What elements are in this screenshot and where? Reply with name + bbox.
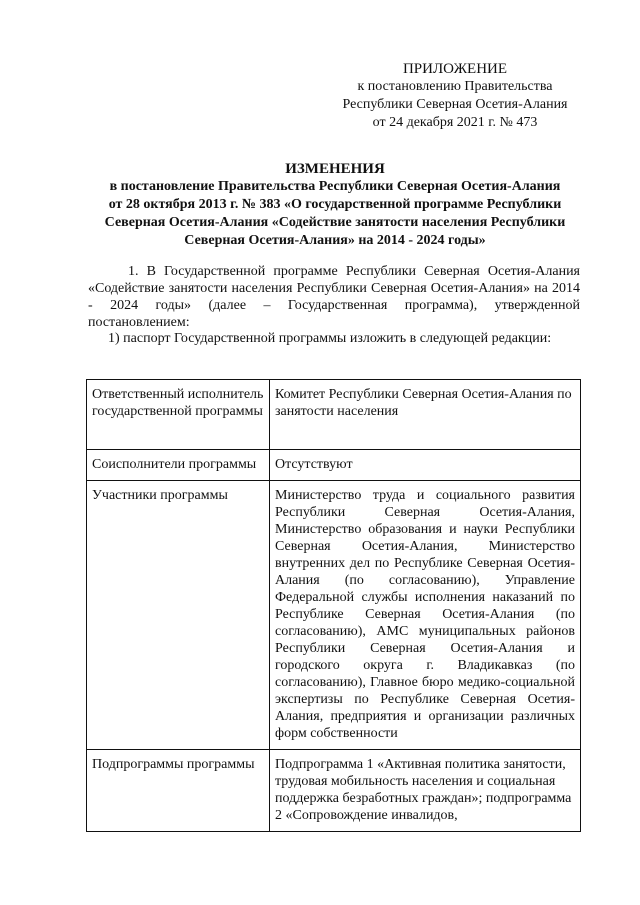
appendix-line: Республики Северная Осетия-Алания — [342, 97, 568, 112]
title-line: от 28 октября 2013 г. № 383 «О государственной программе Республики — [108, 197, 562, 212]
row-label: Участники программы — [87, 481, 270, 750]
row-value: Комитет Республики Северная Осетия-Алания по занятости населения — [270, 380, 581, 450]
appendix-line: от 24 декабря 2021 г. № 473 — [372, 115, 538, 130]
paragraph-1: 1. В Государственной программе Республики Северная Осетия-Алания «Содействие занятости населения Республики Северная Осетия-Алания» на 2014 - 2024 годы» (далее – Государственная программа), утвержденной постановлением: — [88, 264, 580, 330]
appendix-heading: ПРИЛОЖЕНИЕ — [402, 61, 508, 77]
appendix-line: к постановлению Правительства — [357, 79, 553, 94]
row-label: Соисполнители программы — [87, 450, 270, 481]
row-value: Отсутствуют — [270, 450, 581, 481]
table-row — [87, 481, 581, 750]
appendix-header — [330, 60, 580, 132]
row-label: Подпрограммы программы — [87, 750, 270, 832]
title-main: ИЗМЕНЕНИЯ — [285, 161, 385, 177]
paragraph-2: 1) паспорт Государственной программы изложить в следующей редакции: — [108, 331, 552, 346]
title-line: Северная Осетия-Алания» на 2014 - 2024 годы» — [184, 233, 486, 248]
row-value: Министерство труда и социального развития Республики Северная Осетия-Алания, Министерство образования и науки Республики Северная Осетия-Алания, Министерство внутренних дел по Республике Северная Осетия-Алания (по согласованию), Управление Федеральной службы исполнения наказаний по Республике Северная Осетия-Алания (по согласованию), АМС муниципальных районов Республики Северная Осетия-Алания и городского округа г. Владикавказ (по согласованию), Главное бюро медико-социальной экспертизы по Республике Северная Осетия-Алания, предприятия и организации различных форм собственности — [270, 481, 581, 750]
program-passport-table — [86, 379, 581, 832]
table-row — [87, 380, 581, 450]
row-label: Ответственный исполнитель государственной программы — [87, 380, 270, 450]
row-value: Подпрограмма 1 «Активная политика занятости, трудовая мобильность населения и социальная поддержка безработных граждан»; подпрограмма 2 «Сопровождение инвалидов, — [270, 750, 581, 832]
title-line: в постановление Правительства Республики Северная Осетия-Алания — [109, 179, 561, 194]
table-row — [87, 450, 581, 481]
document-title — [70, 160, 600, 250]
table-row — [87, 750, 581, 832]
title-line: Северная Осетия-Алания «Содействие занятости населения Республики — [104, 215, 566, 230]
